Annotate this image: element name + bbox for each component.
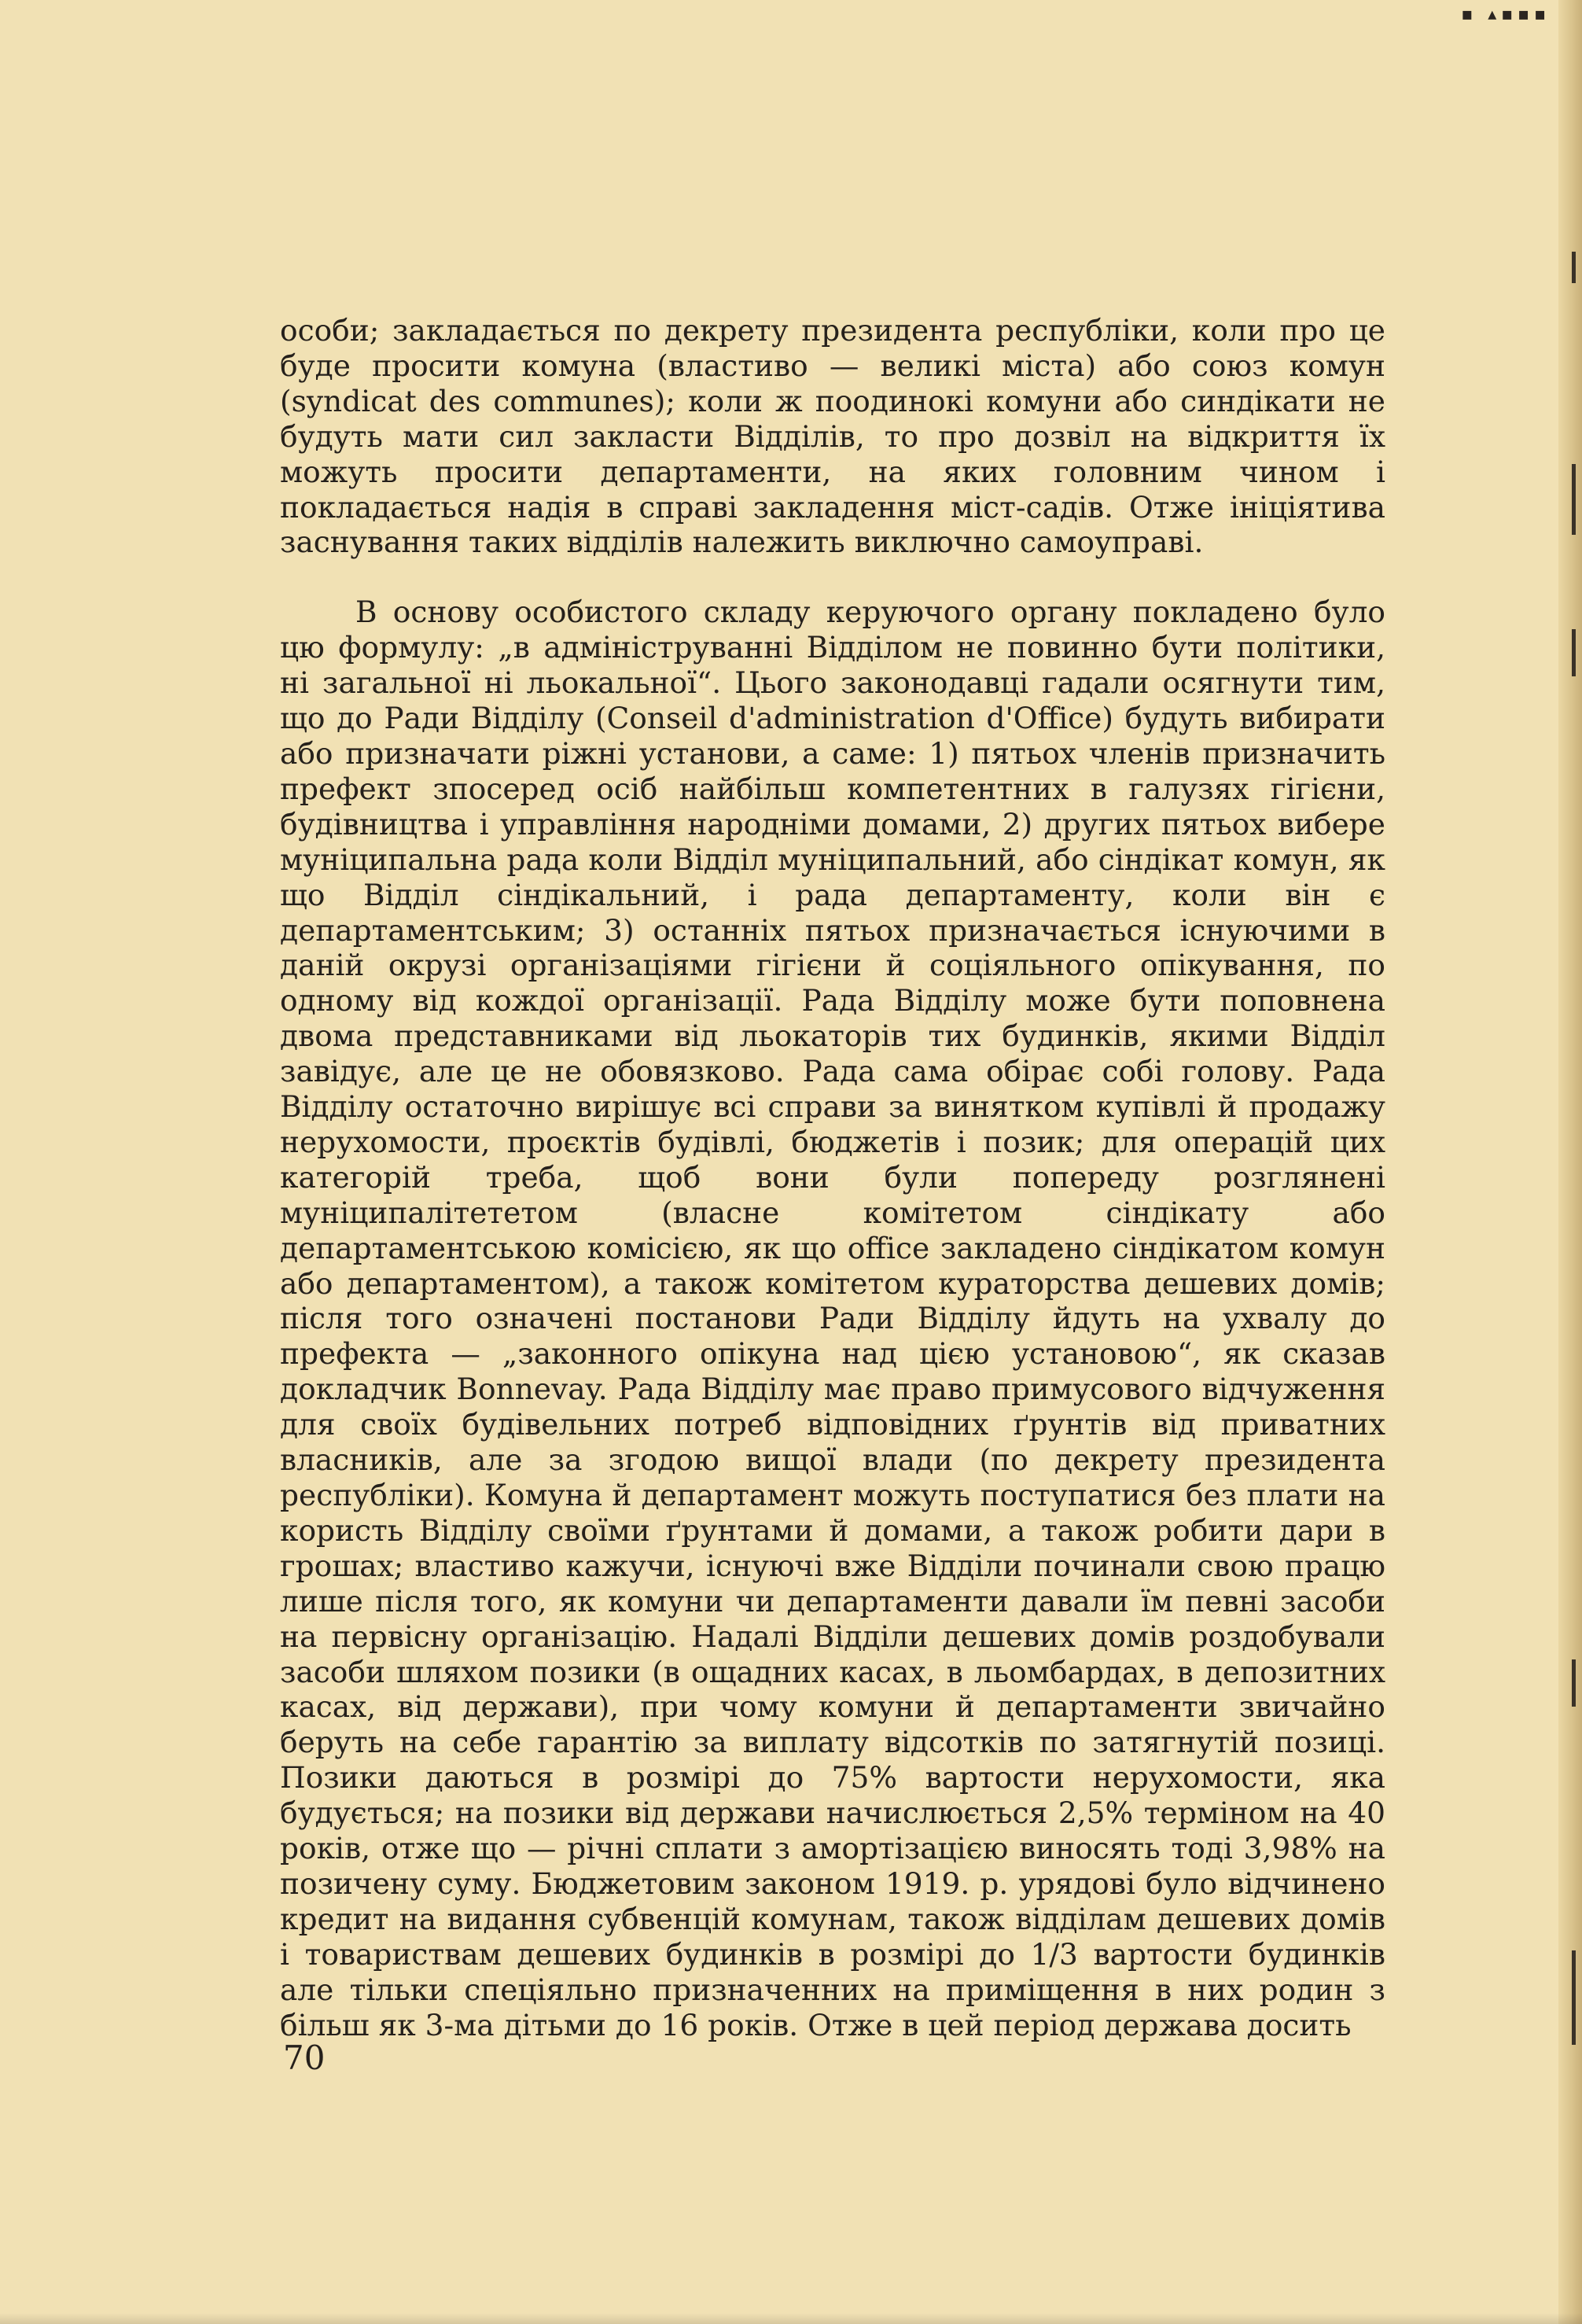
scan-edge-mark (1572, 1659, 1576, 1707)
scan-edge-mark (1572, 1950, 1576, 2045)
paragraph: особи; закладається по декрету президента республіки, коли про це буде просити комуна (властиво — великі міста) або союз комун (syndicat des communes); коли ж поодинокі комуни або синдікати не будуть мати сил закласти Відділів, то про дозвіл на відкриття їх можуть просити департаменти, на яких головним чином і покладається надія в справі закладення міст-садів. Отже ініціятива заснування таких відділів належить виключно самоуправі. (280, 313, 1385, 560)
page-number: 70 (283, 2039, 326, 2077)
scan-edge-mark (1572, 252, 1576, 283)
paragraph: В основу особистого складу керуючого органу покладено було цю формулу: „в адміністpуванні Відділом не повинно бути політики, ні загальної ні льокальної“. Цього законодавці гадали осягнути тим, що до Ради Відділу (Conseil d'administration d'Office) будуть вибирати або призначати ріжні установи, а саме: 1) пятьох членів призначить префект зпосеред осіб найбільш компетентних в галузях гігієни, будівництва і управління народніми домами, 2) других пятьох вибере муніципальна рада коли Відділ муніципальний, або сiндікат комун, як що Відділ сiндікальний, і рада департаменту, коли він є департаментським; 3) останніх пятьох призначається існуючими в даній окрузі організаціями гігієни й соціяльного опікування, по одному від кождої організації. Рада Відділу може бути поповнена двома представниками від льокаторів тих будинків, якими Відділ завідує, але це не обовязково. Рада сама обірає собі голову. Рада Відділу остаточно вирішує всі справи за винятком купівлі й продажу нерухомости, проєктів будівлі, бюджетів і позик; для операцій цих категорій треба, щоб вони були попереду розглянені муніципалітететом (власне комітетом сiндікату або департаментською комісією, як що office закладено сiндікатом комун або департаментом), а також комітетом кураторства дешевих домів; після того означені постанови Ради Відділу йдуть на ухвалу до префекта — „законного опікуна над цією установою“, як сказав докладчик Bonnevay. Рада Відділу має право примусового відчуження для своїх будівельних потреб відповідних ґрунтів від приватних власників, але за згодою вищої влади (по декрету президента республіки). Комуна й департамент можуть поступатися без плати на користь Відділу своїми ґрунтами й домами, а також робити дари в грошах; властиво кажучи, існуючі вже Відділи починали свою працю лише після того, як комуни чи департаменти давали їм певні засоби на первісну організацію. Надалі Відділи дешевих домів роздобували засоби шляхом позики (в ощадних касах, в льомбардах, в депозитних касах, від держави), при чому комуни й департаменти звичайно беруть на себе гарантію за виплату відсотків по затягнутій позиці. Позики даються в розмірі до 75% вартости нерухомости, яка будується; на позики від держави начислюється 2,5% терміном на 40 років, отже що — річні сплати з амортізацією виносять тоді 3,98% на позичену суму. Бюджетовим законом 1919. р. урядові було відчинено кредит на видання субвенцій комунам, також відділам дешевих домів і товариствам дешевих будинків в розмірі до 1/3 вартости будинків але тільки спеціяльно призначенних на приміщення в них родин з більш як 3-ма дітьми до 16 років. Отже в цей період держава досить (280, 595, 1385, 2042)
page-body (280, 313, 1385, 2043)
scan-page-edge (1558, 0, 1582, 2324)
scan-edge-mark (1572, 629, 1576, 676)
scan-edge-mark (1572, 464, 1576, 535)
scan-top-marks: ▪ ▴▪▪▪ (1461, 5, 1551, 24)
scan-bottom-shadow (0, 2313, 1582, 2324)
